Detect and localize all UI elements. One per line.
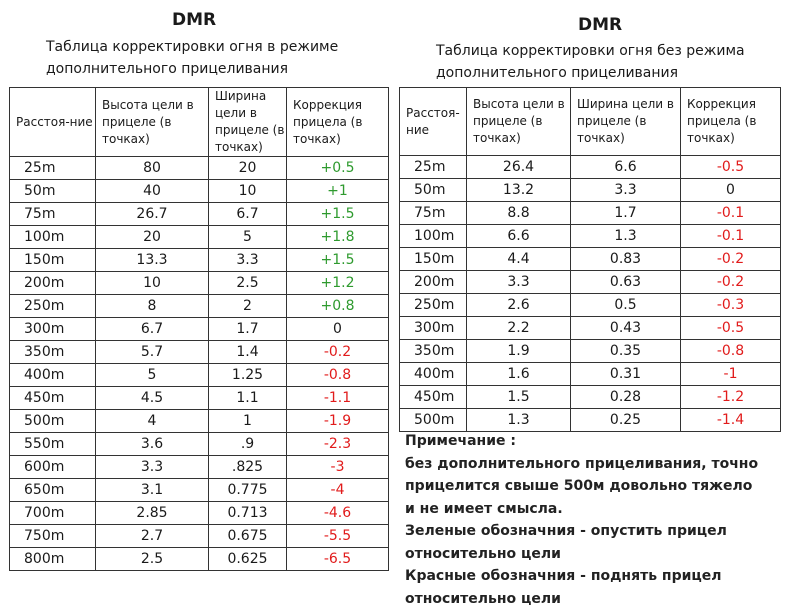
distance-cell: 150m [10,249,96,272]
height-cell: 4.4 [467,248,571,271]
correction-cell: 0 [287,318,389,341]
left-table-row [10,249,389,272]
correction-cell: -4.6 [287,502,389,525]
height-cell: 2.5 [96,548,209,571]
right-table-row [400,317,781,340]
width-cell: 0.625 [209,548,287,571]
right-table-row [400,363,781,386]
distance-cell: 450m [10,387,96,410]
height-cell: 8 [96,295,209,318]
right-table-row [400,202,781,225]
distance-cell: 350m [400,340,467,363]
width-cell: 1.1 [209,387,287,410]
distance-cell: 75m [400,202,467,225]
left-table-row [10,502,389,525]
height-cell: 4.5 [96,387,209,410]
distance-cell: 50m [10,180,96,203]
height-cell: 10 [96,272,209,295]
height-cell: 6.6 [467,225,571,248]
left-table-row [10,203,389,226]
left-title: DMR [172,10,217,30]
correction-cell: -2.3 [287,433,389,456]
height-cell: 3.1 [96,479,209,502]
right-table-row [400,248,781,271]
height-cell: 2.6 [467,294,571,317]
note-line: Красные обозначния - поднять прицел [405,568,722,584]
left-correction-table [9,87,389,571]
left-table-row [10,548,389,571]
left-table-row [10,387,389,410]
width-cell: 0.43 [571,317,681,340]
correction-cell: +1 [287,180,389,203]
right-header-correction: Коррекция прицела (в точках) [681,88,781,156]
correction-cell: +0.5 [287,157,389,180]
width-cell: 6.7 [209,203,287,226]
width-cell: 0.5 [571,294,681,317]
height-cell: 8.8 [467,202,571,225]
distance-cell: 600m [10,456,96,479]
right-subtitle [436,40,745,84]
width-cell: 0.713 [209,502,287,525]
width-cell: 5 [209,226,287,249]
left-table-row [10,410,389,433]
correction-cell: -1.2 [681,386,781,409]
right-subtitle-line-2: дополнительного прицеливания [436,65,679,81]
left-subtitle-line-2: дополнительного прицеливания [46,61,289,77]
left-table-row [10,180,389,203]
correction-cell: -5.5 [287,525,389,548]
distance-cell: 75m [10,203,96,226]
correction-cell: -0.1 [681,202,781,225]
width-cell: 10 [209,180,287,203]
note-line: без дополнительного прицеливания, точно [405,455,759,472]
width-cell: 0.28 [571,386,681,409]
correction-cell: -3 [287,456,389,479]
left-header-correction: Коррекция прицела (в точках) [287,88,389,157]
correction-cell: -0.8 [681,340,781,363]
correction-cell: -0.2 [681,248,781,271]
note-line: прицелится свыше 500м довольно тяжело [405,478,753,494]
height-cell: 1.9 [467,340,571,363]
note-line: Зеленые обозначния - опустить прицел [405,523,727,539]
height-cell: 1.5 [467,386,571,409]
correction-cell: -0.3 [681,294,781,317]
right-header-width: Ширина цели в прицеле (в точках) [571,88,681,156]
width-cell: 6.6 [571,156,681,179]
correction-cell: -0.2 [287,341,389,364]
distance-cell: 100m [10,226,96,249]
height-cell: 2.7 [96,525,209,548]
correction-cell: -1.1 [287,387,389,410]
distance-cell: 200m [400,271,467,294]
width-cell: 0.83 [571,248,681,271]
left-table-row [10,433,389,456]
correction-cell: -6.5 [287,548,389,571]
distance-cell: 300m [10,318,96,341]
right-header-distance: Расстоя-ние [400,88,467,156]
left-table-row [10,295,389,318]
right-subtitle-line-1: Таблица корректировки огня без режима [436,43,745,59]
left-table-row [10,341,389,364]
left-header-width: Ширина цели в прицеле (в точках) [209,88,287,157]
right-table-row [400,340,781,363]
left-table-row [10,364,389,387]
distance-cell: 650m [10,479,96,502]
height-cell: 26.4 [467,156,571,179]
distance-cell: 150m [400,248,467,271]
width-cell: 0.25 [571,409,681,432]
width-cell: 3.3 [571,179,681,202]
height-cell: 3.3 [96,456,209,479]
width-cell: 1.25 [209,364,287,387]
height-cell: 20 [96,226,209,249]
distance-cell: 25m [400,156,467,179]
left-table-row [10,272,389,295]
right-table-row [400,386,781,409]
right-correction-table [399,87,781,432]
distance-cell: 25m [10,157,96,180]
width-cell: 1.7 [209,318,287,341]
distance-cell: 450m [400,386,467,409]
width-cell: .9 [209,433,287,456]
correction-cell: +1.5 [287,249,389,272]
height-cell: 5 [96,364,209,387]
note-line: и не имеет смысла. [405,500,563,517]
distance-cell: 250m [10,295,96,318]
height-cell: 2.85 [96,502,209,525]
right-table-row [400,271,781,294]
distance-cell: 500m [400,409,467,432]
width-cell: 0.35 [571,340,681,363]
distance-cell: 400m [400,363,467,386]
correction-cell: -0.5 [681,317,781,340]
height-cell: 26.7 [96,203,209,226]
height-cell: 4 [96,410,209,433]
left-table-row [10,157,389,180]
height-cell: 2.2 [467,317,571,340]
width-cell: 1.4 [209,341,287,364]
left-header-distance: Расстоя-ние [10,88,96,157]
correction-cell: -1 [681,363,781,386]
distance-cell: 400m [10,364,96,387]
width-cell: 0.775 [209,479,287,502]
right-header-height: Высота цели в прицеле (в точках) [467,88,571,156]
right-title: DMR [578,15,623,35]
height-cell: 80 [96,157,209,180]
left-table-body [10,157,389,571]
right-table-body [400,156,781,432]
correction-cell: -1.4 [681,409,781,432]
right-table-row [400,156,781,179]
note-block [405,430,758,610]
note-line: относительно цели [405,545,561,562]
height-cell: 40 [96,180,209,203]
left-subtitle [46,36,338,80]
left-table-row [10,226,389,249]
width-cell: 1 [209,410,287,433]
left-table-row [10,479,389,502]
correction-cell: -1.9 [287,410,389,433]
width-cell: 20 [209,157,287,180]
correction-cell: +1.2 [287,272,389,295]
right-table-row [400,409,781,432]
left-table-row [10,456,389,479]
correction-cell: +0.8 [287,295,389,318]
distance-cell: 100m [400,225,467,248]
distance-cell: 250m [400,294,467,317]
width-cell: 1.3 [571,225,681,248]
correction-cell: +1.8 [287,226,389,249]
left-table-row [10,318,389,341]
left-header-height: Высота цели в прицеле (в точках) [96,88,209,157]
left-subtitle-line-1: Таблица корректировки огня в режиме [46,39,339,55]
width-cell: 2 [209,295,287,318]
height-cell: 5.7 [96,341,209,364]
left-table-row [10,525,389,548]
height-cell: 13.2 [467,179,571,202]
correction-cell: -4 [287,479,389,502]
correction-cell: -0.1 [681,225,781,248]
height-cell: 6.7 [96,318,209,341]
correction-cell: -0.5 [681,156,781,179]
height-cell: 1.3 [467,409,571,432]
width-cell: 3.3 [209,249,287,272]
distance-cell: 200m [10,272,96,295]
correction-cell: 0 [681,179,781,202]
right-table-row [400,179,781,202]
note-line: относительно цели [405,590,561,607]
width-cell: 0.63 [571,271,681,294]
correction-cell: -0.2 [681,271,781,294]
distance-cell: 750m [10,525,96,548]
distance-cell: 300m [400,317,467,340]
correction-cell: +1.5 [287,203,389,226]
width-cell: 0.675 [209,525,287,548]
distance-cell: 550m [10,433,96,456]
distance-cell: 500m [10,410,96,433]
correction-cell: -0.8 [287,364,389,387]
distance-cell: 50m [400,179,467,202]
height-cell: 1.6 [467,363,571,386]
height-cell: 13.3 [96,249,209,272]
height-cell: 3.6 [96,433,209,456]
height-cell: 3.3 [467,271,571,294]
width-cell: 2.5 [209,272,287,295]
distance-cell: 800m [10,548,96,571]
note-line: Примечание : [405,433,516,449]
distance-cell: 350m [10,341,96,364]
width-cell: .825 [209,456,287,479]
right-table-row [400,294,781,317]
right-table-row [400,225,781,248]
width-cell: 0.31 [571,363,681,386]
distance-cell: 700m [10,502,96,525]
width-cell: 1.7 [571,202,681,225]
